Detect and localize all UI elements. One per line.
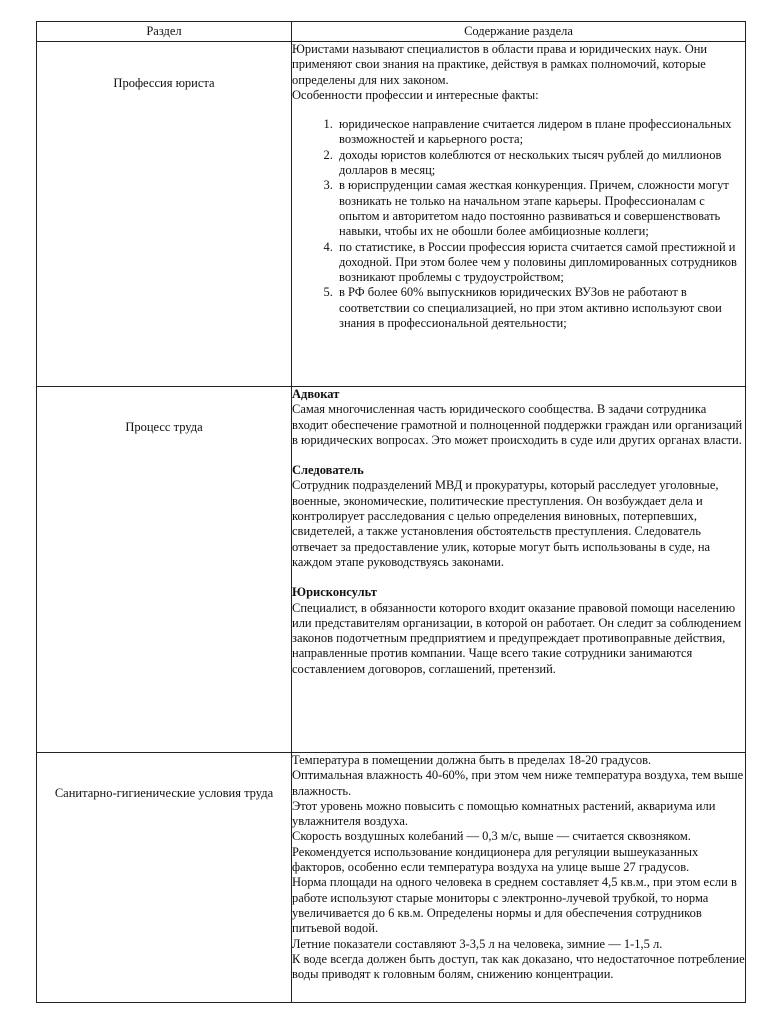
role-title: Адвокат (292, 387, 340, 401)
section-cell (37, 42, 292, 387)
content-cell (292, 42, 746, 387)
content-table (36, 21, 746, 1003)
table-row (37, 753, 746, 1003)
content-cell (292, 753, 746, 1003)
section-title: Профессия юриста (113, 76, 215, 90)
table-row (37, 42, 746, 387)
list-item: 5. в РФ более 60% выпускников юридических ВУЗов не работают в соответствии со специализацией, но при этом активно используют свои знания в профессиональной деятельности; (336, 285, 745, 331)
role-block (292, 585, 745, 677)
section-title: Процесс труда (125, 420, 203, 434)
paragraph: К воде всегда должен быть доступ, так как доказано, что недостаточное потребление воды приводят к головным болям, снижению концентрации. (292, 951, 745, 982)
header-section: Раздел (37, 22, 292, 42)
list-item: 1. юридическое направление считается лидером в плане профессиональных возможностей и карьерного роста; (336, 117, 745, 148)
section-cell (37, 753, 292, 1003)
table-row (37, 387, 746, 753)
content-cell (292, 387, 746, 753)
paragraph: Летние показатели составляют 3-3,5 л на человека, зимние — 1-1,5 л. (292, 936, 663, 951)
paragraph: Норма площади на одного человека в среднем составляет 4,5 кв.м., при этом если в работе используют старые мониторы с электронно-лучевой трубкой, то норма увеличивается до 6 кв.м. Определены нормы и для обеспечения сотрудников питьевой водой. (292, 875, 737, 936)
role-title: Юрисконсульт (292, 585, 377, 600)
header-content: Содержание раздела (292, 22, 746, 42)
role-text: Самая многочисленная часть юридического сообщества. В задачи сотрудника входит обеспечение грамотной и полноценной поддержки граждан или организаций в юридических вопросах. Это может происходить в суде или других органах власти. (292, 402, 743, 447)
intro-text: Юристами называют специалистов в области права и юридических наук. Они применяют свои знания на практике, действуя в рамках полномочий, которые определены для них законом. (292, 42, 708, 87)
header-row (37, 22, 746, 42)
facts-list (292, 117, 745, 331)
role-text: Специалист, в обязанности которого входит оказание правовой помощи населению или представителям организации, в которой он работает. Он следит за соблюдением законов подотчетным предприятием и предупреждает противоправные действия, направленные против компании. Чаще всего такие сотрудники занимаются составлением договоров, соглашений, претензий. (292, 600, 742, 676)
paragraph: Этот уровень можно повысить с помощью комнатных растений, аквариума или увлажнителя воздуха. (292, 798, 716, 829)
paragraph: Температура в помещении должна быть в пределах 18-20 градусов. (292, 753, 652, 767)
facts-title: Особенности профессии и интересные факты: (292, 87, 539, 102)
section-title: Санитарно-гигиенические условия труда (54, 786, 274, 800)
role-block (292, 463, 745, 570)
role-text: Сотрудник подразделений МВД и прокуратуры, который расследует уголовные, военные, экономические, политические преступления. Он возбуждает дела и контролирует расследования с целью определения виновных, потерпевших, свидетелей, а также установления обстоятельств преступления. Следователь отвечает за предоставление улик, которые могут быть использованы в суде, на каждом этапе руководствуясь законами. (292, 478, 719, 569)
list-item: 3. в юриспруденции самая жесткая конкуренция. Причем, сложности могут возникать не только на начальном этапе карьеры. Профессионалам с опытом и авторитетом надо постоянно развиваться и совершенствовать навыки, чтобы их не обошли более амбициозные коллеги; (336, 178, 745, 239)
list-item: 4. по статистике, в России профессия юриста считается самой престижной и доходной. При этом более чем у половины дипломированных сотрудников возникают проблемы с трудоустройством; (336, 240, 745, 286)
paragraph: Скорость воздушных колебаний — 0,3 м/с, выше — считается сквозняком. Рекомендуется использование кондиционера для регуляции вышеуказанных факторов, особенно если температура воздуха на улице выше 27 градусов. (292, 829, 699, 875)
role-title: Следователь (292, 463, 364, 478)
paragraph: Оптимальная влажность 40-60%, при этом чем ниже температура воздуха, тем выше влажность. (292, 768, 744, 798)
list-item: 2. доходы юристов колеблются от нескольких тысяч рублей до миллионов долларов в месяц; (336, 148, 745, 179)
section-cell (37, 387, 292, 753)
role-block (292, 387, 745, 448)
